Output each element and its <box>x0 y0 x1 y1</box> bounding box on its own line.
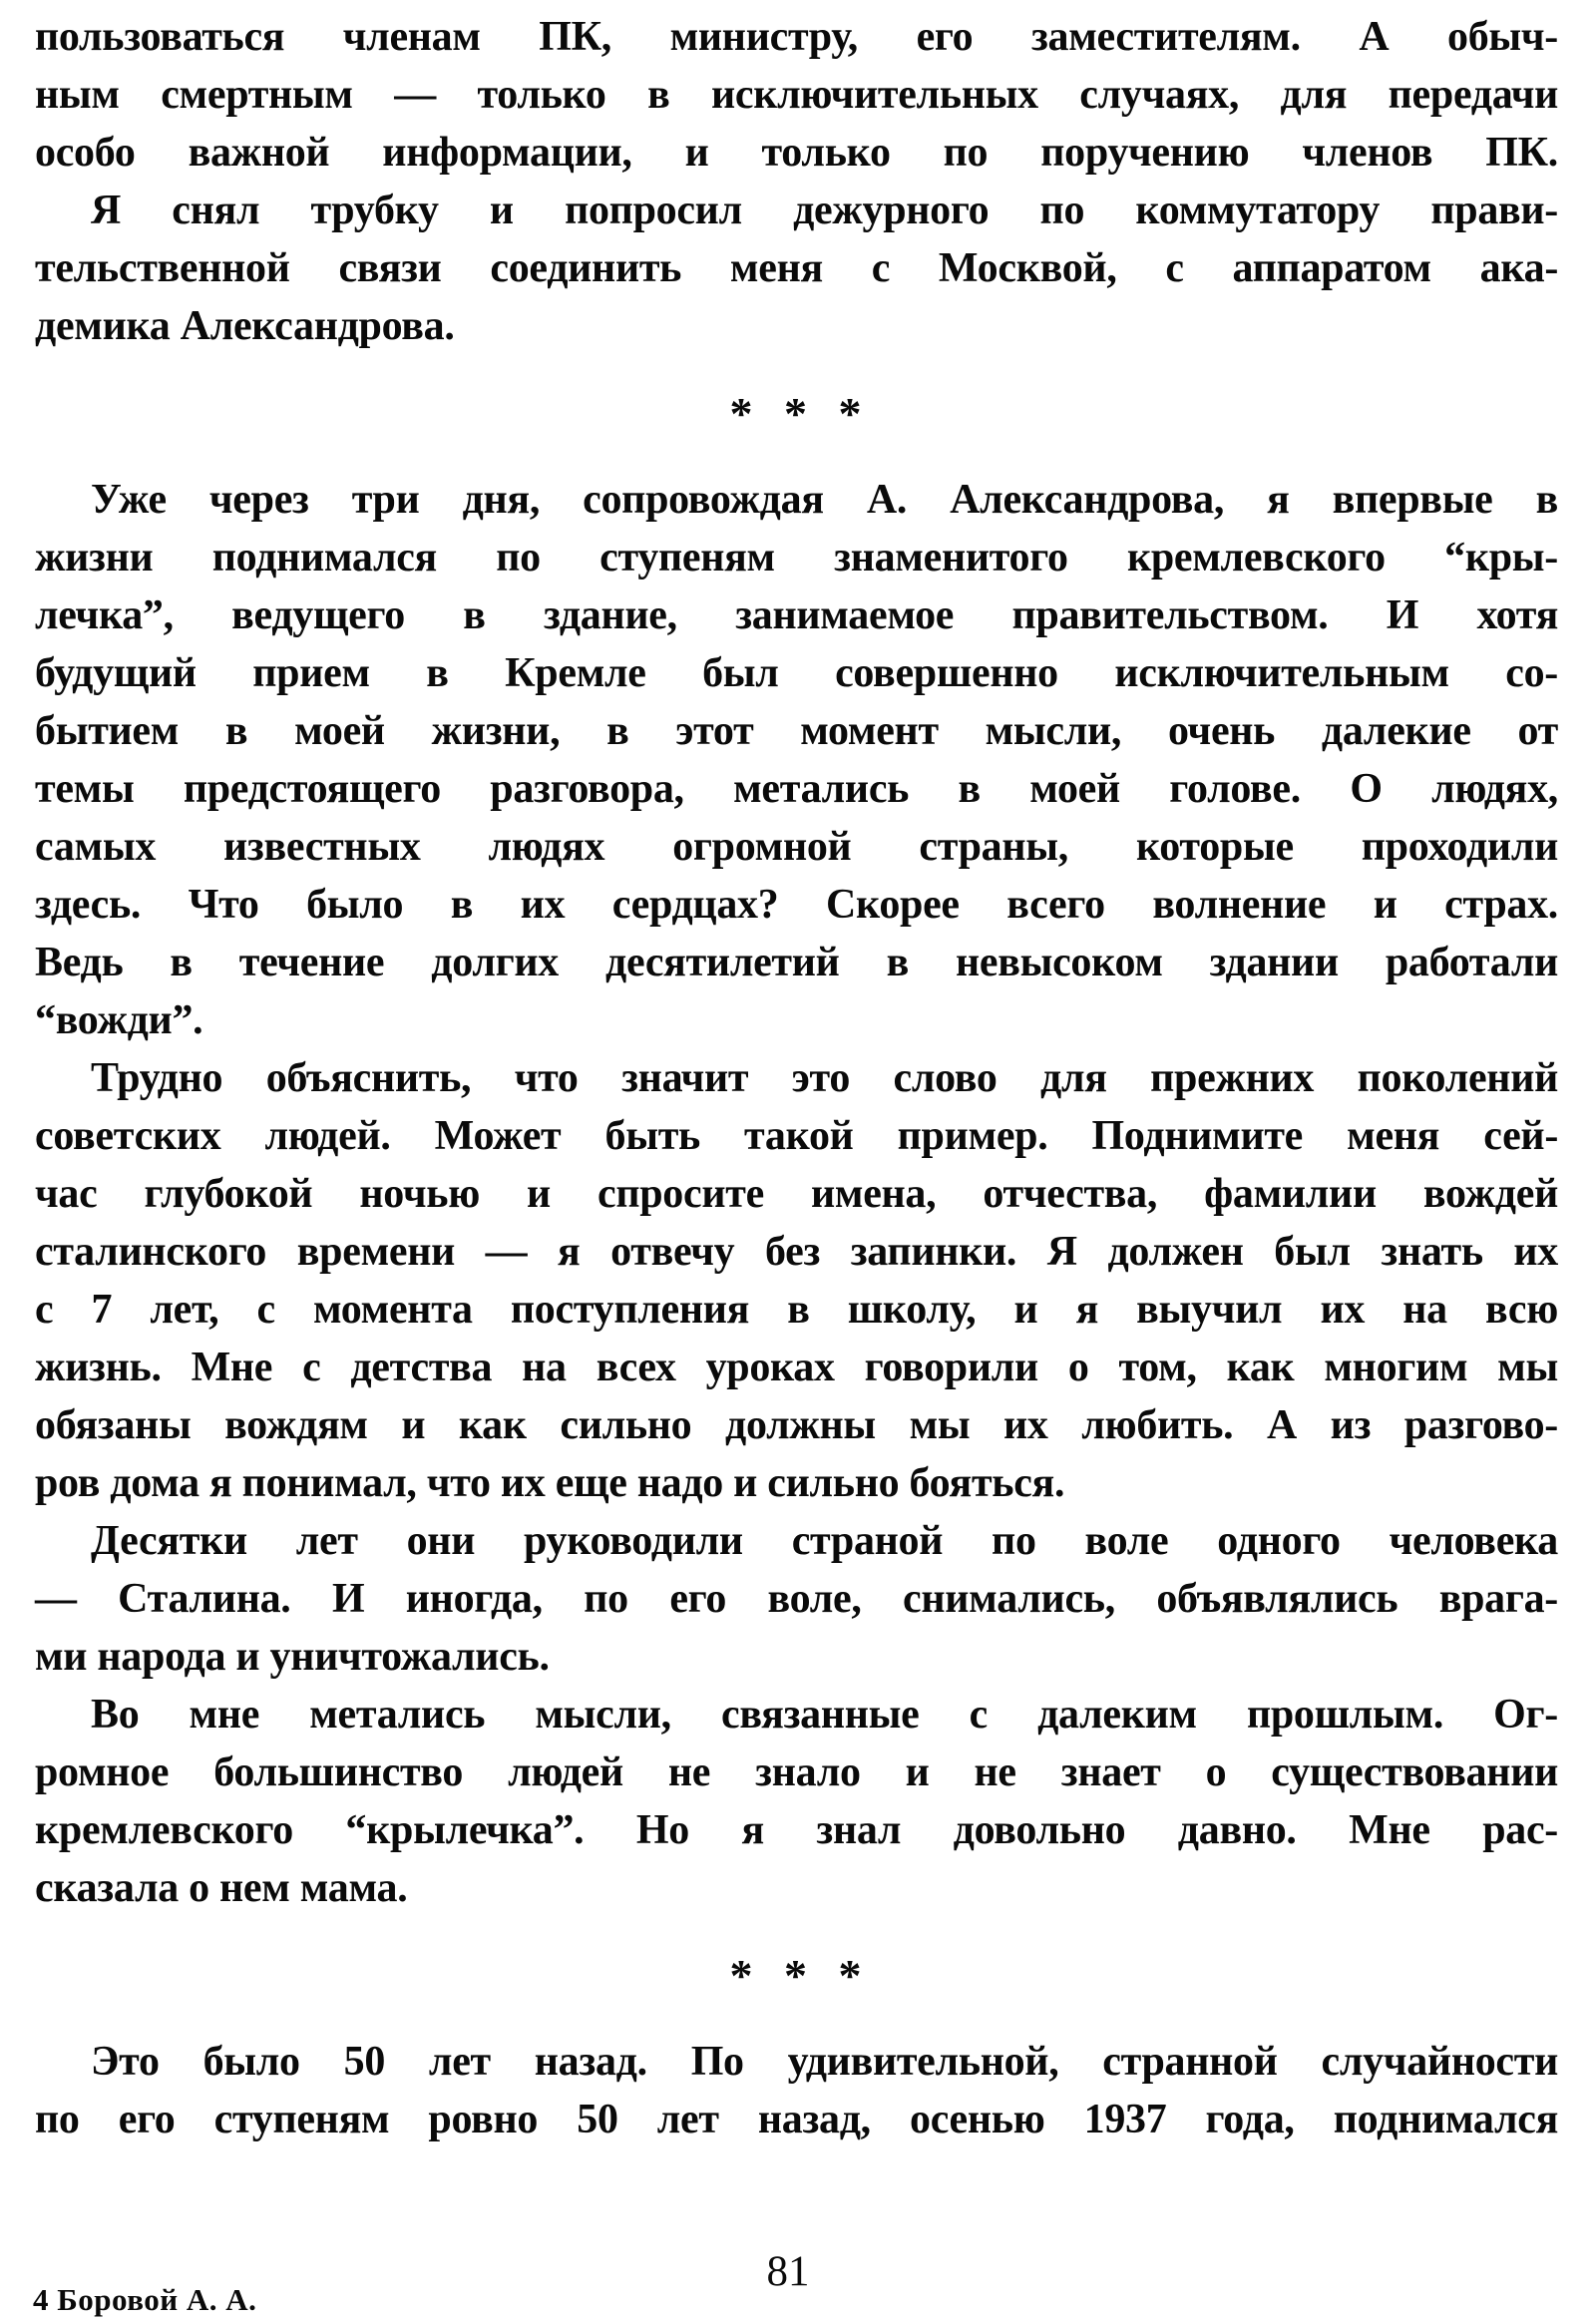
book-page-text-block <box>35 8 1558 2148</box>
text-line: самых известных людях огромной страны, которые проходили <box>35 824 1558 870</box>
text-line: здесь. Что было в их сердцах? Скорее всего волнение и страх. <box>35 882 1558 928</box>
text-line: особо важной информации, и только по поручению членов ПК. <box>35 130 1558 176</box>
text-line: ров дома я понимал, что их еще надо и сильно бояться. <box>35 1460 1065 1506</box>
text-line: Десятки лет они руководили страной по воле одного человека <box>91 1518 1558 1564</box>
text-line: Я снял трубку и попросил дежурного по коммутатору прави- <box>91 188 1558 233</box>
text-line: жизни поднимался по ступеням знаменитого кремлевского “кры- <box>35 535 1558 581</box>
page-number: 81 <box>766 2248 810 2295</box>
text-line: ромное большинство людей не знало и не знает о существовании <box>35 1749 1558 1795</box>
text-line: тельственной связи соединить меня с Москвой, с аппаратом ака- <box>35 245 1558 291</box>
text-line: час глубокой ночью и спросите имена, отчества, фамилии вождей <box>35 1171 1558 1217</box>
text-line: Ведь в течение долгих десятилетий в невысоком здании работали <box>35 940 1558 985</box>
text-line: Это было 50 лет назад. По удивительной, странной случайности <box>91 2039 1558 2085</box>
text-line: по его ступеням ровно 50 лет назад, осенью 1937 года, поднимался <box>35 2097 1558 2142</box>
text-line: Во мне метались мысли, связанные с далеким прошлым. Ог- <box>91 1692 1558 1738</box>
text-line: лечка”, ведущего в здание, занимаемое правительством. И хотя <box>35 592 1558 638</box>
text-line: Уже через три дня, сопровождая А. Александрова, я впервые в <box>91 477 1558 523</box>
text-line: демика Александрова. <box>35 303 455 349</box>
text-line: обязаны вождям и как сильно должны мы их любить. А из разгово- <box>35 1402 1558 1448</box>
section-separator: * * * <box>729 1949 864 2001</box>
section-separator: * * * <box>729 387 864 439</box>
printers-signature-mark: 4 Боровой А. А. <box>33 2282 257 2317</box>
text-line: ным смертным — только в исключительных случаях, для передачи <box>35 72 1558 118</box>
text-line: жизнь. Мне с детства на всех уроках говорили о том, как многим мы <box>35 1345 1558 1390</box>
text-line: сказала о нем мама. <box>35 1865 408 1911</box>
text-line: — Сталина. И иногда, по его воле, снимались, объявлялись врага- <box>35 1576 1558 1622</box>
text-line: пользоваться членам ПК, министру, его заместителям. А обыч- <box>35 14 1558 60</box>
text-line: Трудно объяснить, что значит это слово для прежних поколений <box>91 1055 1558 1101</box>
text-line: кремлевского “крылечка”. Но я знал довольно давно. Мне рас- <box>35 1807 1558 1853</box>
text-line: “вожди”. <box>35 997 203 1043</box>
text-line: ми народа и уничтожались. <box>35 1634 550 1680</box>
text-line: бытием в моей жизни, в этот момент мысли, очень далекие от <box>35 708 1558 754</box>
text-line: сталинского времени — я отвечу без запинки. Я должен был знать их <box>35 1229 1558 1275</box>
text-line: темы предстоящего разговора, метались в моей голове. О людях, <box>35 766 1558 812</box>
text-line: с 7 лет, с момента поступления в школу, и я выучил их на всю <box>35 1287 1558 1333</box>
text-line: будущий прием в Кремле был совершенно исключительным со- <box>35 650 1558 696</box>
text-line: советских людей. Может быть такой пример. Поднимите меня сей- <box>35 1113 1558 1159</box>
